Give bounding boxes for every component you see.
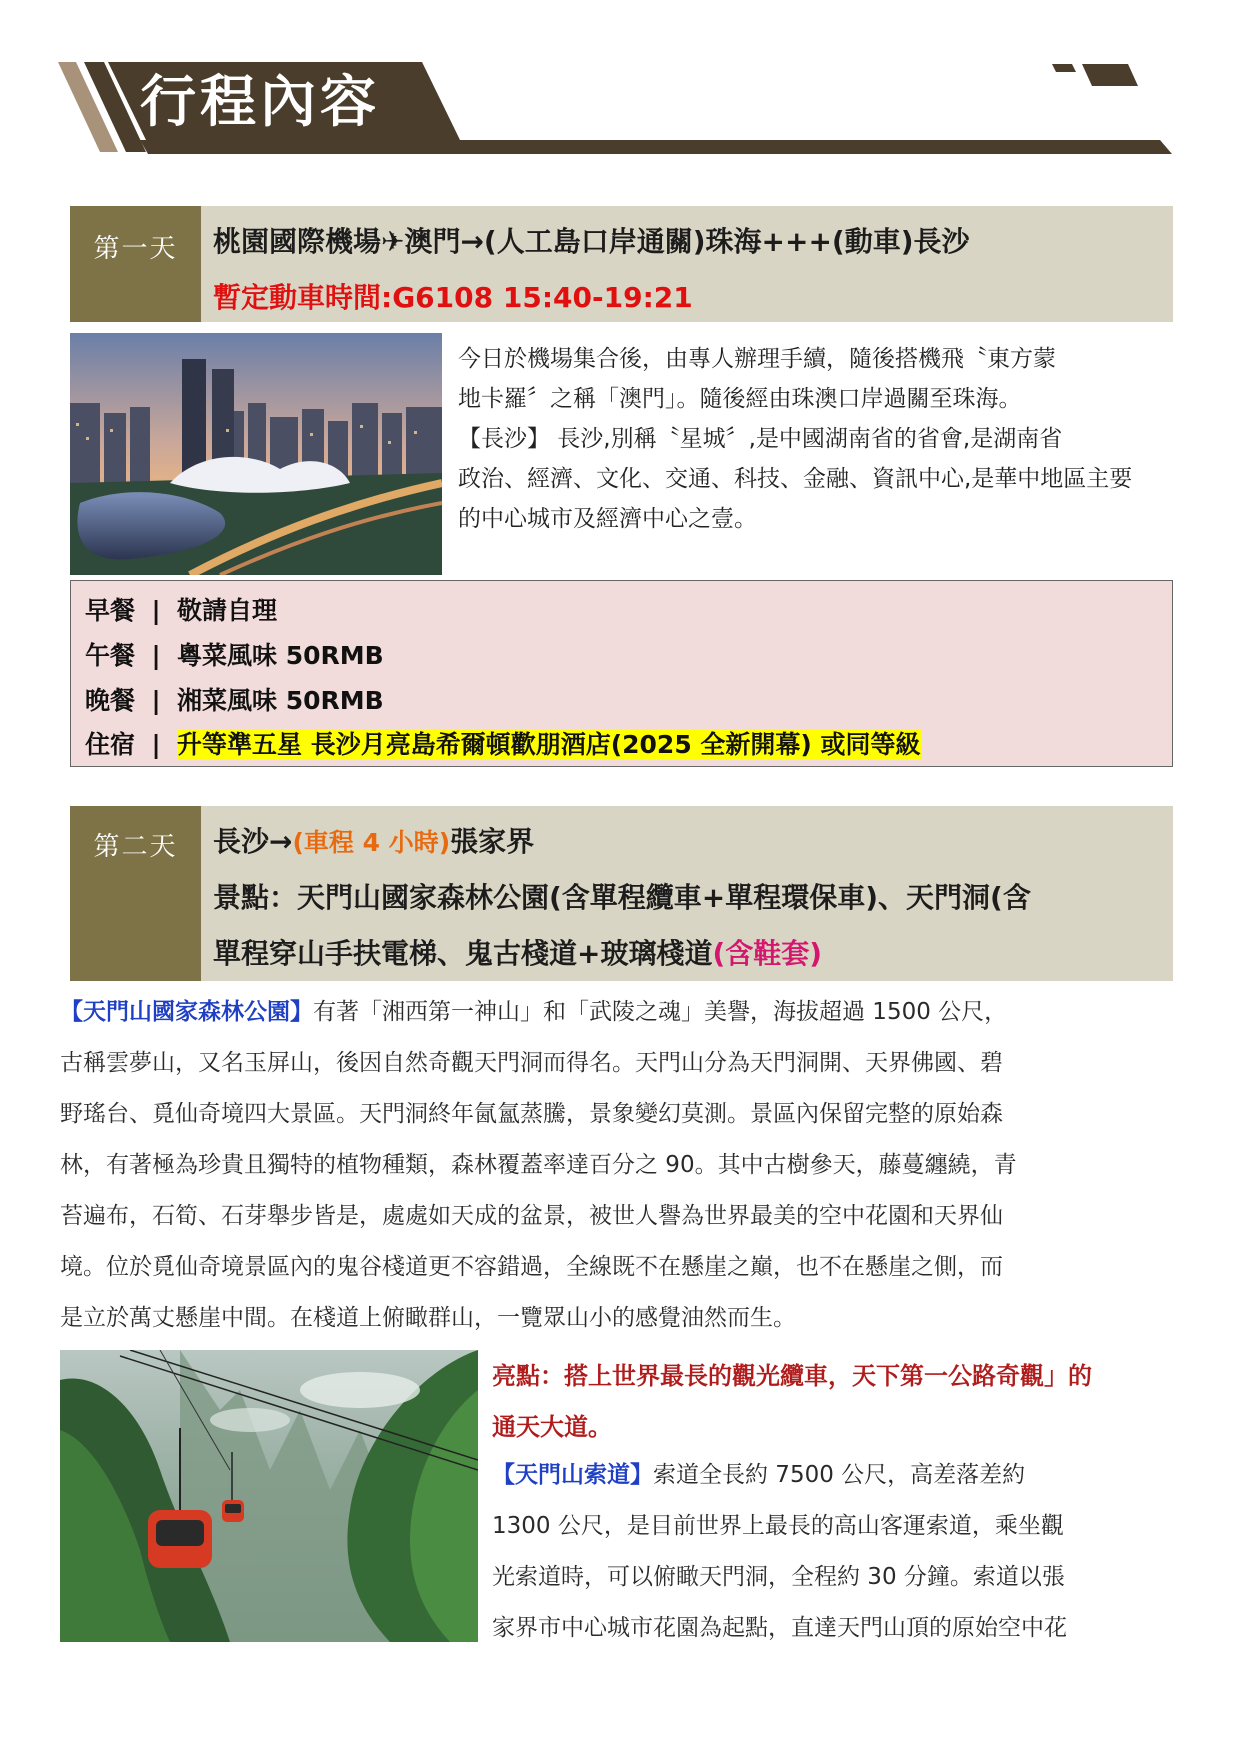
park-title: 【天門山國家森林公園】	[60, 999, 313, 1025]
page-title: 行程內容	[140, 70, 380, 135]
meal-separator: |	[151, 730, 161, 759]
park-text-line: 林，有著極為珍貴且獨特的植物種類，森林覆蓋率達百分之 90。其中古樹參天，藤蔓纏繞，青	[60, 1152, 1017, 1178]
day1-tag: 第一天	[70, 206, 201, 322]
cable-text-line: 1300 公尺，是目前世界上最長的高山客運索道，乘坐觀	[492, 1513, 1064, 1539]
meal-row-hotel	[85, 725, 921, 765]
cable-text-line	[492, 1450, 1067, 1501]
meal-label: 住宿	[85, 730, 136, 759]
meal-label: 晚餐	[85, 686, 136, 715]
day2-attractions-line2	[213, 934, 822, 974]
day2-route-end: 張家界	[450, 825, 535, 858]
meal-value: 粵菜風味 50RMB	[177, 641, 384, 670]
day2-route-drive: (車程 4 小時)	[292, 828, 451, 857]
day2-attractions-text: 單程穿山手扶電梯、鬼古棧道+玻璃棧道	[213, 937, 713, 970]
meal-value: 敬請自理	[177, 596, 278, 625]
changsha-city-photo	[70, 333, 442, 575]
highlight-line2: 通天大道。	[492, 1413, 612, 1441]
park-text-line: 古稱雲夢山，又名玉屏山，後因自然奇觀天門洞而得名。天門山分為天門洞開、天界佛國、碧	[60, 1050, 1003, 1076]
meal-row-dinner	[85, 681, 384, 721]
park-text-line: 境。位於覓仙奇境景區內的鬼谷棧道更不容錯過，全線既不在懸崖之巔，也不在懸崖之側，而	[60, 1254, 1003, 1280]
meal-separator: |	[151, 596, 161, 625]
day2-route	[213, 822, 534, 863]
day1-desc-line: 今日於機場集合後，由專人辦理手續，隨後搭機飛〝東方蒙	[458, 346, 1056, 372]
meal-row-lunch	[85, 636, 384, 676]
day1-route: 桃園國際機場✈澳門→(人工島口岸通關)珠海+++(動車)長沙	[213, 225, 970, 258]
meal-label: 早餐	[85, 596, 136, 625]
day2-attractions-line1: 景點：天門山國家森林公園(含單程纜車+單程環保車)、天門洞(含	[213, 881, 1031, 914]
day2-shoe-cover: (含鞋套)	[712, 937, 823, 970]
day1-desc-line: 政治、經濟、文化、交通、科技、金融、資訊中心,是華中地區主要	[458, 466, 1133, 492]
cable-car-paragraph	[492, 1450, 1067, 1654]
day2-route-start: 長沙→	[213, 825, 293, 858]
highlight-line1: 亮點：搭上世界最長的觀光纜車，天下第一公路奇觀」的	[492, 1362, 1092, 1390]
park-text-line: 苔遍布，石筍、石芽舉步皆是，處處如天成的盆景，被世人譽為世界最美的空中花園和天界仙	[60, 1203, 1003, 1229]
hotel-value: 升等準五星 長沙月亮島希爾頓歡朋酒店(2025 全新開幕) 或同等級	[177, 730, 921, 759]
cable-title: 【天門山索道】	[492, 1462, 653, 1488]
meal-separator: |	[151, 641, 161, 670]
day2-tag: 第二天	[70, 806, 201, 981]
meal-separator: |	[151, 686, 161, 715]
meal-value: 湘菜風味 50RMB	[177, 686, 384, 715]
day1-meals-box	[70, 580, 1173, 767]
day1-desc-line: 【長沙】 長沙,別稱〝星城〞,是中國湖南省的省會,是湖南省	[458, 426, 1063, 452]
day1-description	[458, 339, 1132, 539]
park-text-line	[60, 987, 1017, 1038]
park-text-line: 野瑤台、覓仙奇境四大景區。天門洞終年氤氳蒸騰，景象變幻莫測。景區內保留完整的原始森	[60, 1101, 1003, 1127]
day1-desc-line: 的中心城市及經濟中心之壹。	[458, 506, 757, 532]
cable-text-line: 家界市中心城市花園為起點，直達天門山頂的原始空中花	[492, 1615, 1067, 1641]
tianmen-park-paragraph	[60, 987, 1017, 1344]
meal-label: 午餐	[85, 641, 136, 670]
cable-car-photo	[60, 1350, 478, 1642]
meal-row-breakfast	[85, 591, 277, 631]
day1-train-time: 暫定動車時間:G6108 15:40-19:21	[213, 281, 693, 314]
park-text-first: 有著「湘西第一神山」和「武陵之魂」美譽，海拔超過 1500 公尺，	[313, 999, 1008, 1025]
cable-text-line: 光索道時，可以俯瞰天門洞，全程約 30 分鐘。索道以張	[492, 1564, 1065, 1590]
park-text-line: 是立於萬丈懸崖中間。在棧道上俯瞰群山，一覽眾山小的感覺油然而生。	[60, 1305, 796, 1331]
day1-desc-line: 地卡羅〞之稱「澳門」。隨後經由珠澳口岸過關至珠海。	[458, 386, 1022, 412]
cable-text-first: 索道全長約 7500 公尺，高差落差約	[653, 1462, 1026, 1488]
